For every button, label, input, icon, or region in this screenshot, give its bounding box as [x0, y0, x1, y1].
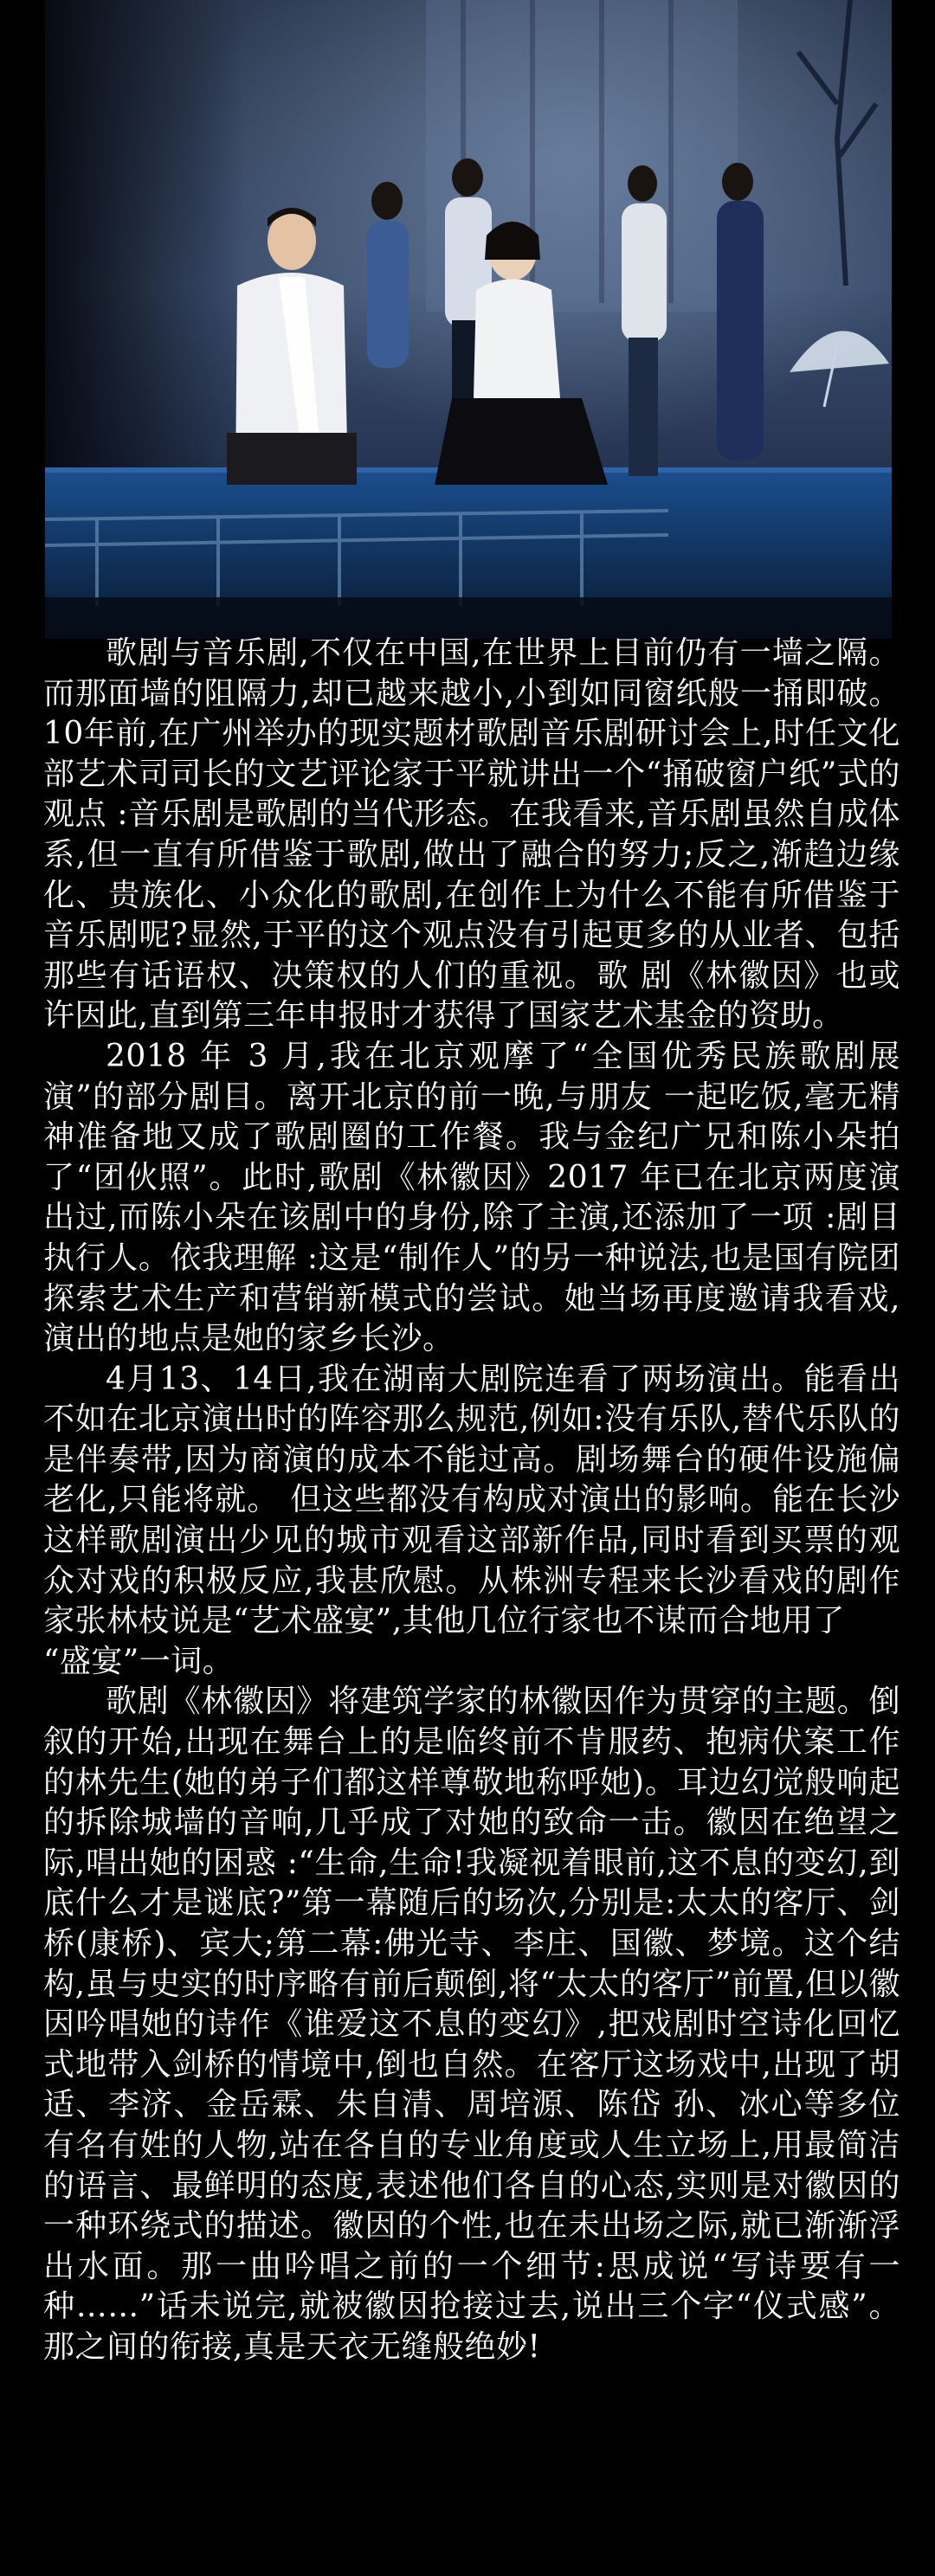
article-paragraph-3-continuation: “盛宴”一词。	[43, 1643, 235, 1679]
article-paragraph-4: 歌剧《林徽因》将建筑学家的林徽因作为贯穿的主题。倒叙的开始,出现在舞台上的是临终前不肯服药、抱病伏案工作的林先生(她的弟子们都这样尊敬地称呼她)。耳边幻觉般响起的拆除城墙的音响,几乎成了对她的致命一击。徽因在绝望之际,唱出她的困惑 :“生命,生命!我凝视着眼前,这不息的变幻,到底什么才是谜底?”第一幕随后的场次,分别是:太太的客厅、剑桥(康桥)、宾大;第二幕:佛光寺、李庄、国徽、梦境。这个结构,虽与史实的时序略有前后颠倒,将“太太的客厅”前置,但以徽因吟唱她的诗作《谁爱这不息的变幻》,把戏剧时空诗化回忆式地带入剑桥的情境中,倒也自然。在客厅这场戏中,出现了胡适、李济、金岳霖、朱自清、周培源、陈岱 孙、冰心等多位有名有姓的人物,站在各自的专业角度或人生立场上,用最简洁的语言、最鲜明的态度,表述他们各自的心态,实则是对徽因的一种环绕式的描述。徽因的个性,也在未出场之际,就已渐渐浮出水面。那一曲吟唱之前的一个细节:思成说“写诗要有一种……”话未说完,就被徽因抢接过去,说出三个字“仪式感”。那之间的衔接,真是天衣无缝般绝妙!	[43, 1684, 900, 2365]
article-paragraph-1: 歌剧与音乐剧,不仅在中国,在世界上目前仍有一墙之隔。而那面墙的阻隔力,却已越来越小,小到如同窗纸般一捅即破。10年前,在广州举办的现实题材歌剧音乐剧研讨会上,时任文化部艺术司司长的文艺评论家于平就讲出一个“捅破窗户纸”式的观点 :音乐剧是歌剧的当代形态。在我看来,音乐剧虽然自成体系,但一直有所借鉴于歌剧,做出了融合的努力;反之,渐趋边缘化、贵族化、小众化的歌剧,在创作上为什么不能有所借鉴于音乐剧呢?显然,于平的这个观点没有引起更多的从业者、包括那些有话语权、决策权的人们的重视。歌 剧《林徽因》也或许因此,直到第三年申报时才获得了国家艺术基金的资助。	[43, 635, 900, 1034]
article-body	[43, 634, 900, 2368]
article-paragraph-3: 4月13、14日,我在湖南大剧院连看了两场演出。能看出不如在北京演出时的阵容那么规范,例如:没有乐队,替代乐队的是伴奏带,因为商演的成本不能过高。剧场舞台的硬件设施偏老化,只能将就。 但这些都没有构成对演出的影响。能在长沙这样歌剧演出少见的城市观看这部新作品,同时看到买票的观众对戏的积极反应,我甚欣慰。从株洲专程来长沙看戏的剧作家张林枝说是“艺术盛宴”,其他几位行家也不谋而合地用了	[43, 1361, 900, 1639]
stage-photo-image	[45, 0, 892, 639]
stage-photo	[45, 0, 892, 639]
article-paragraph-2: 2018 年 3 月,我在北京观摩了“全国优秀民族歌剧展演”的部分剧目。离开北京的前一晚,与朋友 一起吃饭,毫无精神准备地又成了歌剧圈的工作餐。我与金纪广兄和陈小朵拍了“团伙照”。此时,歌剧《林徽因》2017 年已在北京两度演出过,而陈小朵在该剧中的身份,除了主演,还添加了一项 :剧目执行人。依我理解 :这是“制作人”的另一种说法,也是国有院团探索艺术生产和营销新模式的尝试。她当场再度邀请我看戏,演出的地点是她的家乡长沙。	[43, 1038, 900, 1357]
